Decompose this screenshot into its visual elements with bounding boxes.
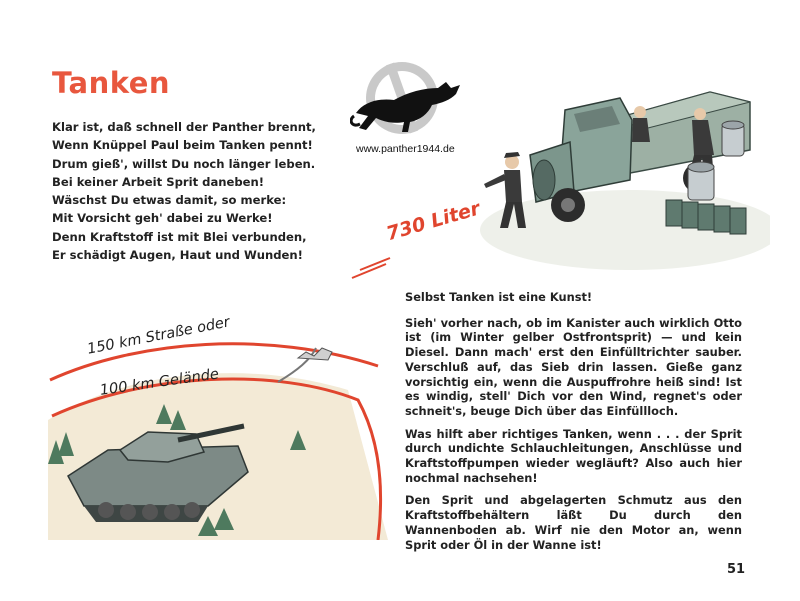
paragraph	[405, 493, 742, 552]
poem-line: Wäschst Du etwas damit, so merke:	[52, 193, 287, 208]
fuel-volume-label: 730 Liter	[384, 197, 483, 246]
warning-text: Wirf nie den Motor an, wenn Sprit oder Öl in der Wanne ist!	[405, 522, 742, 552]
poem-line: Er schädigt Augen, Haut und Wunden!	[52, 248, 303, 263]
page-number: 51	[727, 562, 746, 577]
poem-line: Bei keiner Arbeit Sprit daneben!	[52, 174, 265, 189]
poem	[52, 118, 352, 264]
tank-landscape-illustration	[48, 300, 388, 540]
poem-line: Wenn Knüppel Paul beim Tanken pennt!	[52, 138, 313, 153]
paragraph: Sieh' vorher nach, ob im Kanister auch wirklich Otto ist (im Winter gelber Ostfrontsprit) — und kein Diesel. Dann mach' erst den Einfülltrichter sauber. Verschluß auf, das Sieb drin lassen. Gieße ganz vorsichtig ein, wenn die Auspuffrohre heiß sind! Ist es windig, stell' Dich vor den Wind, regnet's oder schneit's, beuge Dich über das Einfüllloch.	[405, 315, 742, 418]
poem-line: Denn Kraftstoff ist mit Blei verbunden,	[52, 229, 307, 244]
logo-url: www.panther1944.de	[356, 143, 455, 155]
terrain-distance-label: 100 km Gelände	[99, 366, 220, 399]
truck-refuelling-illustration	[470, 80, 770, 275]
page-title: Tanken	[52, 66, 171, 100]
road-distance-label: 150 km Straße oder	[86, 314, 232, 358]
body-text	[405, 290, 742, 560]
poem-line: Drum gieß', willst Du noch länger leben.	[52, 156, 316, 171]
section-heading: Selbst Tanken ist eine Kunst!	[405, 290, 593, 304]
poem-line: Klar ist, daß schnell der Panther brennt,	[52, 120, 316, 134]
speed-lines-graphic	[350, 240, 410, 280]
paragraph-text: Den Sprit und abgelagerten Schmutz aus den Kraftstoffbehältern läßt Du durch den Wannenboden ab.	[405, 493, 742, 537]
poem-line: Mit Vorsicht geh' dabei zu Werke!	[52, 211, 273, 226]
paragraph: Was hilft aber richtiges Tanken, wenn . . . der Sprit durch undichte Schlauchleitungen, Anschlüsse und Kraftstoffpumpen wieder wegläuft? Also auch hier nochmal nachsehen!	[405, 426, 742, 485]
